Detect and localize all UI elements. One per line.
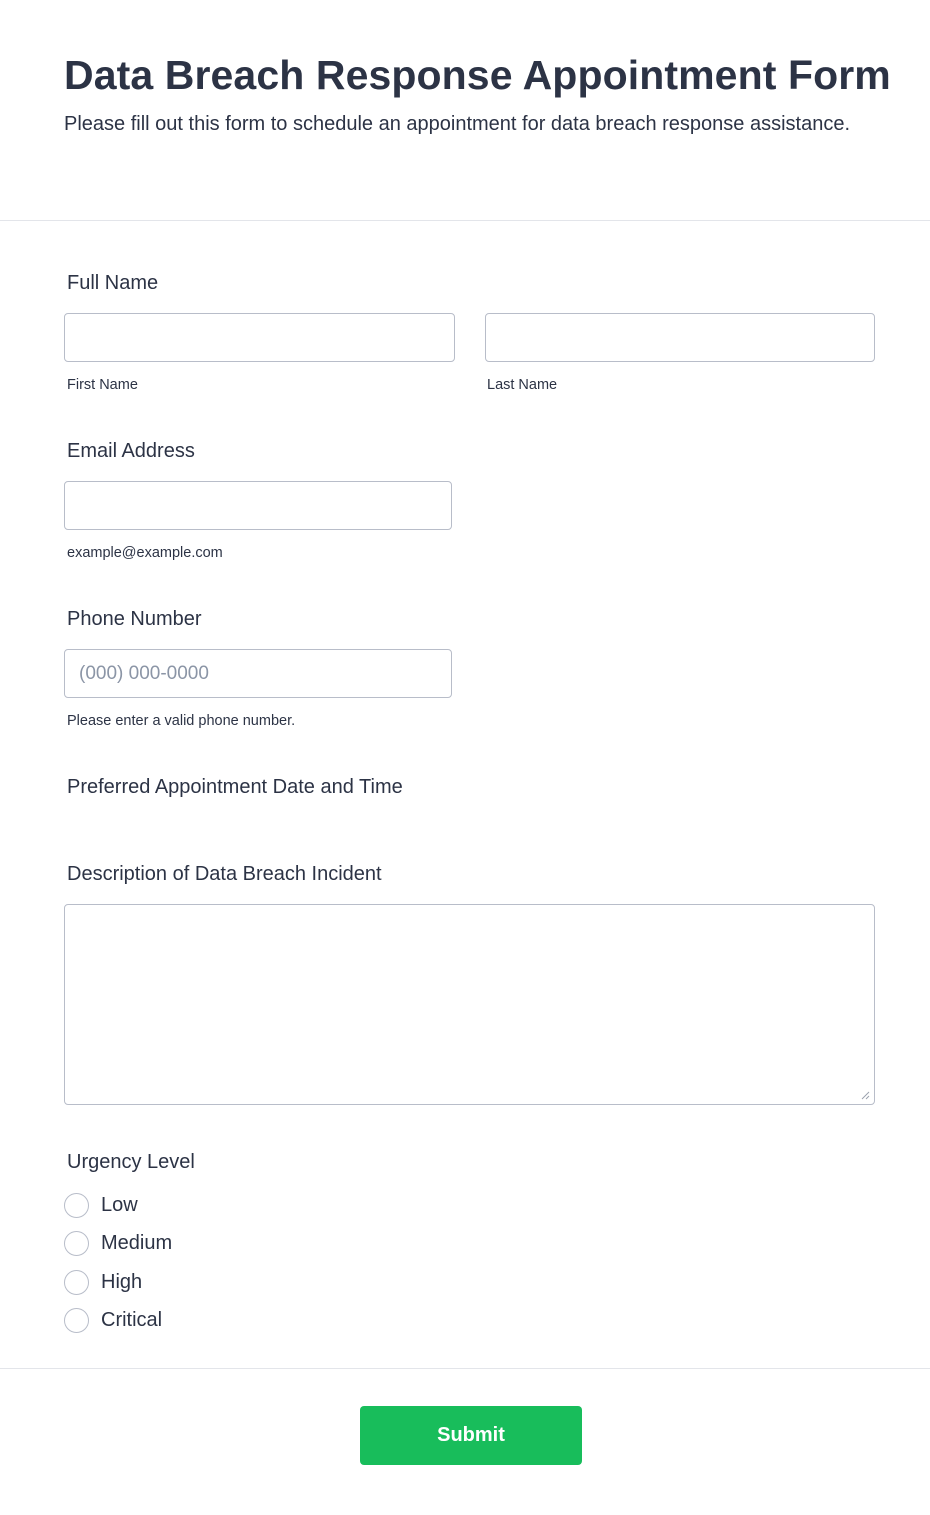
radio-button[interactable] — [64, 1193, 89, 1218]
description-field[interactable] — [64, 904, 875, 1105]
urgency-option-label: High — [101, 1270, 143, 1293]
last-name-input[interactable] — [486, 314, 874, 361]
first-name-field[interactable] — [64, 313, 455, 362]
last-name-sublabel: Last Name — [487, 377, 558, 393]
footer-divider — [0, 1368, 930, 1369]
first-name-input[interactable] — [65, 314, 454, 361]
full-name-label: Full Name — [67, 272, 159, 294]
radio-button[interactable] — [64, 1231, 89, 1256]
submit-button[interactable]: Submit — [360, 1406, 582, 1465]
email-sublabel: example@example.com — [67, 545, 223, 561]
urgency-option-medium[interactable] — [64, 1230, 172, 1256]
email-label: Email Address — [67, 440, 195, 462]
phone-input[interactable] — [65, 650, 451, 697]
phone-sublabel: Please enter a valid phone number. — [67, 713, 296, 729]
urgency-option-critical[interactable] — [64, 1307, 162, 1333]
description-label: Description of Data Breach Incident — [67, 863, 382, 885]
email-input[interactable] — [65, 482, 451, 529]
radio-button[interactable] — [64, 1270, 89, 1295]
description-textarea[interactable] — [65, 905, 874, 1104]
page-title: Data Breach Response Appointment Form — [64, 52, 891, 98]
form-header — [0, 0, 930, 221]
first-name-sublabel: First Name — [67, 377, 138, 393]
urgency-option-label: Medium — [101, 1231, 173, 1254]
appointment-label: Preferred Appointment Date and Time — [67, 776, 403, 798]
email-field[interactable] — [64, 481, 452, 530]
urgency-option-high[interactable] — [64, 1269, 142, 1295]
radio-button[interactable] — [64, 1308, 89, 1333]
resize-grip-icon[interactable] — [860, 1090, 870, 1100]
last-name-field[interactable] — [485, 313, 875, 362]
phone-field[interactable] — [64, 649, 452, 698]
urgency-option-label: Low — [101, 1193, 138, 1216]
urgency-label: Urgency Level — [67, 1151, 195, 1173]
page-subtitle: Please fill out this form to schedule an appointment for data breach response assistance. — [64, 113, 851, 135]
phone-label: Phone Number — [67, 608, 202, 630]
urgency-option-label: Critical — [101, 1308, 163, 1331]
urgency-option-low[interactable] — [64, 1192, 138, 1218]
